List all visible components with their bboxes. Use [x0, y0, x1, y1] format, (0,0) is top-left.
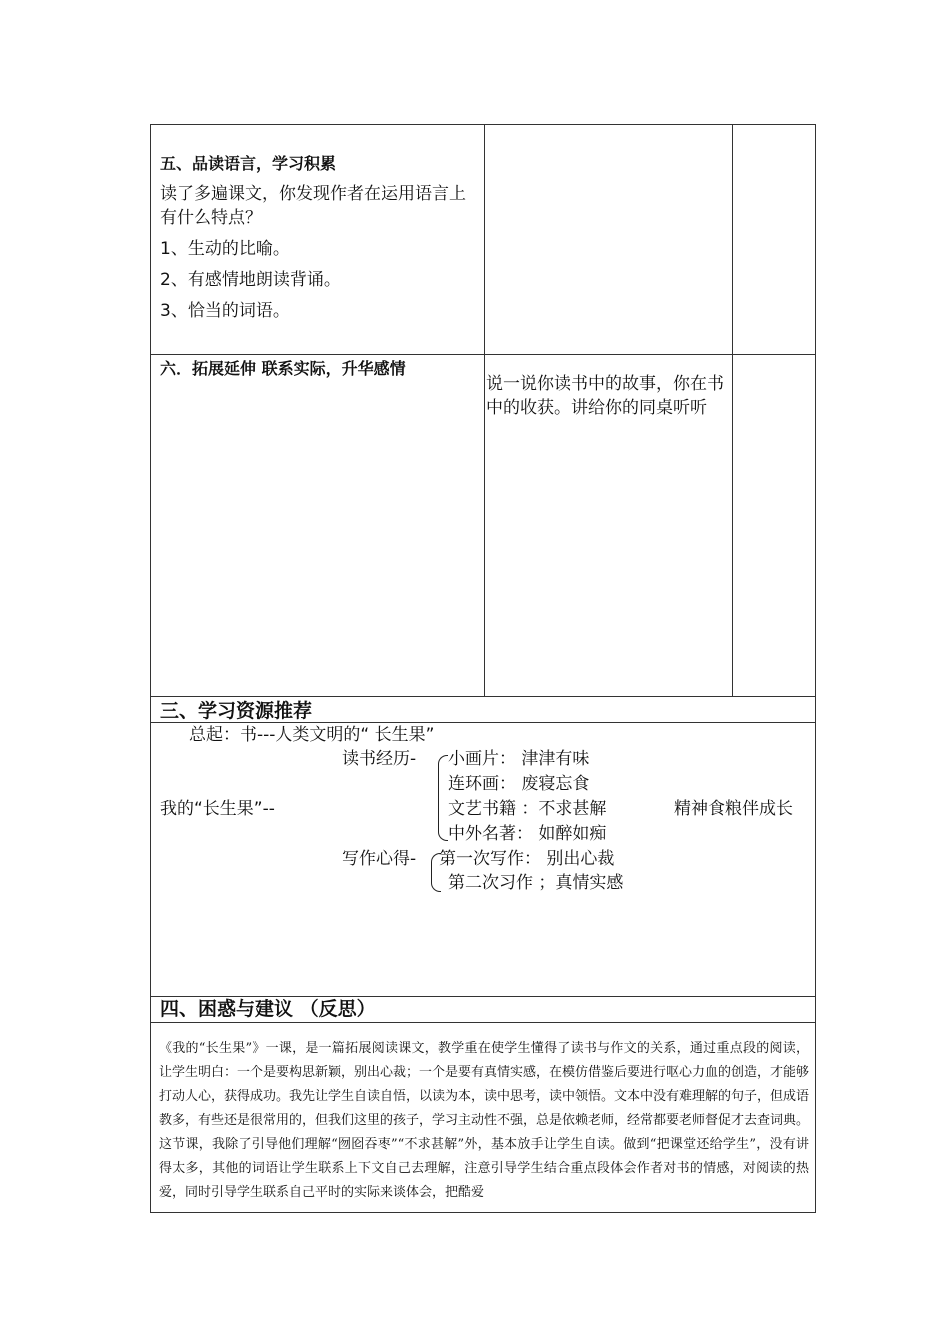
- section5-question: 读了多遍课文，你发现作者在运用语言上有什么特点？: [160, 184, 466, 228]
- reading-brace: [438, 755, 448, 841]
- column-divider-1: [484, 125, 485, 696]
- section5-item-3: 3、恰当的词语。: [160, 301, 290, 321]
- section5-item-2: 2、有感情地朗读背诵。: [160, 270, 341, 290]
- reading-item-2: 连环画： 废寝忘食: [448, 774, 590, 794]
- row-divider-2: [151, 696, 815, 697]
- writing-item-1: 第一次写作： 别出心裁: [439, 849, 615, 869]
- section5-title: 五、品读语言，学习积累: [160, 154, 337, 173]
- reading-item-4: 中外名著： 如醉如痴: [448, 824, 607, 844]
- branch-writing-label: 写作心得-: [342, 849, 417, 869]
- reflection-text: 《我的“长生果”》一课，是一篇拓展阅读课文，教学重在使学生懂得了读书与作文的关系，通过重点段的阅读，让学生明白：一个是要构思新颖，别出心裁；一个是要有真情实感，在模仿借鉴后要进行呕心力血的创造，才能够打动人心，获得成功。我先让学生自读自悟，以读为本，读中思考，读中领悟。文本中没有难理解的句子，但成语教多，有些还是很常用的，但我们这里的孩子，学习主动性不强，总是依赖老师，经常都要老师督促才去查词典。这节课，我除了引导他们理解“囫囵吞枣”“不求甚解”外，基本放手让学生自读。做到“把课堂还给学生”，没有讲得太多，其他的词语让学生联系上下文自己去理解，注意引导学生结合重点段体会作者对书的情感，对阅读的热爱，同时引导学生联系自己平时的实际来谈体会，把酷爱: [159, 1041, 810, 1200]
- resources-intro: 总起：书---人类文明的“ 长生果”: [189, 725, 435, 745]
- section6-title: 六．拓展延伸 联系实际，升华感情: [160, 359, 406, 378]
- column-divider-2: [732, 125, 733, 696]
- writing-item-2: 第二次习作 ；真情实感: [448, 873, 624, 893]
- reading-item-1: 小画片： 津津有味: [448, 749, 590, 769]
- section5-item-1: 1、生动的比喻。: [160, 239, 290, 259]
- mindmap-summary: 精神食粮伴成长: [674, 799, 793, 819]
- branch-reading-label: 读书经历-: [342, 749, 417, 769]
- lesson-table: [150, 124, 816, 1213]
- mindmap-root: 我的“长生果”--: [160, 799, 275, 819]
- resources-title: 三、学习资源推荐: [160, 700, 313, 722]
- section6-activity: 说一说你读书中的故事，你在书中的收获。讲给你的同桌听听: [486, 374, 724, 418]
- reflection-title: 四、困惑与建议 （反思）: [160, 998, 376, 1020]
- row-divider-5: [151, 1022, 815, 1023]
- row-divider-1: [151, 354, 815, 355]
- reading-item-3: 文艺书籍 ：不求甚解: [448, 799, 607, 819]
